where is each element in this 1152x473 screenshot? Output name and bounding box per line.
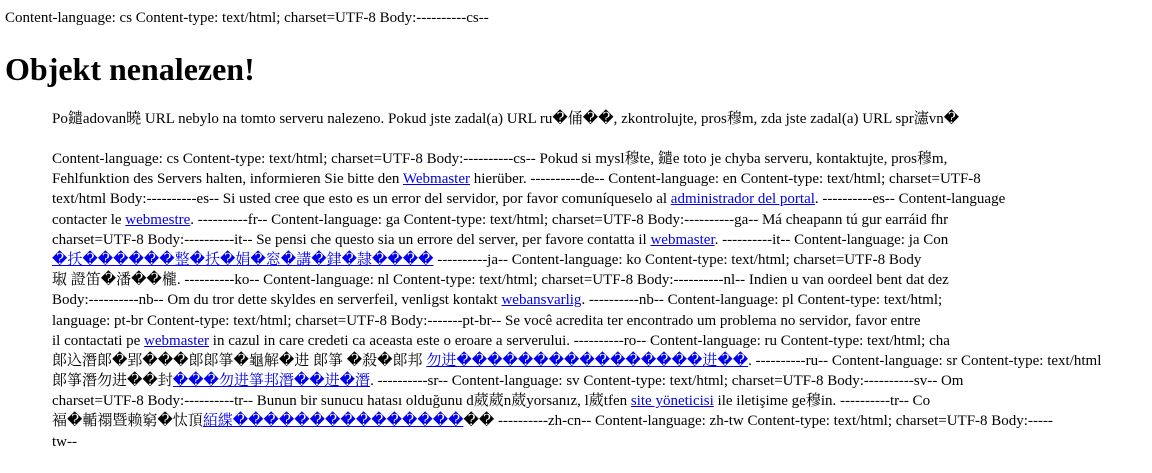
message-text: ----------ja-- Content-language: ko Content-type: text/html; charset=UTF-8 Body <box>433 251 922 268</box>
message-text: tw-- <box>52 433 77 450</box>
contact-link[interactable]: 絔緤��������������� <box>202 413 464 430</box>
message-text: �� ----------zh-cn-- Content-language: zh-tw Content-type: text/html; charset=UTF-8 Body:----- <box>463 413 1053 430</box>
message-text: 褔�輴禤暨赖窮�忲頂 <box>52 413 203 430</box>
message-line <box>52 250 1152 270</box>
message-text: charset=UTF-8 Body:----------it-- Se pensi che questo sia un errore del server, per favore contatta il <box>52 231 651 248</box>
contact-link[interactable]: site yöneticisi <box>630 393 714 410</box>
message-line <box>52 411 1152 431</box>
message-text: il contactati pe <box>52 332 145 349</box>
contact-link[interactable]: webmestre <box>125 211 191 228</box>
message-text: language: pt-br Content-type: text/html; charset=UTF-8 Body:-------pt-br-- Se você acredita ter encontrado um problema no servidor, favor entre <box>52 312 921 329</box>
contact-link[interactable]: webansvarlig <box>501 292 582 309</box>
message-text: . ----------es-- Content-language <box>814 191 1006 208</box>
message-line <box>52 149 1152 169</box>
contact-link[interactable]: administrador del portal <box>670 191 815 208</box>
message-text: . ----------nb-- Content-language: pl Content-type: text/html; <box>581 292 943 309</box>
page-title: Objekt nenalezen! <box>5 51 255 87</box>
contact-link[interactable]: ���勿进箏邦潛��进�潛 <box>172 373 371 390</box>
message-line <box>52 351 1152 371</box>
message-text: Content-language: cs Content-type: text/html; charset=UTF-8 Body:----------cs-- Pokud si mysl穆te, 鑓e toto je chyba serveru, kontaktujte, pros穆m, <box>52 151 948 167</box>
message-line <box>52 189 1152 209</box>
message-text: ile iletişime ge穆in. ----------tr-- Co <box>713 393 931 410</box>
message-text: in cazul in care credeti ca aceasta este o eroare a serverului. ----------ro-- Content-language: ru Content-type: text/html; cha <box>209 332 950 349</box>
header-line: Content-language: cs Content-type: text/html; charset=UTF-8 Body:----------cs-- <box>5 10 489 26</box>
message-line <box>52 331 1152 351</box>
message-text: 郞箏潛勿进��封 <box>52 373 173 390</box>
message-line <box>52 432 1152 452</box>
contact-link[interactable]: �扷������整�扷�娟�窓�講�銉�隷���� <box>52 251 434 268</box>
message-text: . ----------sr-- Content-language: sv Content-type: text/html; charset=UTF-8 Body:----------sv-- Om <box>370 373 964 390</box>
message-line <box>52 169 1152 189</box>
message-line <box>52 290 1152 310</box>
message-text: 琡 證笛�潘��櫳. ----------ko-- Content-language: nl Content-type: text/html; charset=UTF-8 Body:----------nl-- Indien u van oordeel bent dat dez <box>52 272 949 289</box>
message-text: . ----------ru-- Content-language: sr Content-type: text/html <box>748 352 1102 369</box>
message-line <box>52 391 1152 411</box>
message-line <box>52 311 1152 331</box>
contact-link[interactable]: Webmaster <box>402 171 471 188</box>
contact-link[interactable]: webmaster <box>650 231 715 248</box>
message-line <box>52 210 1152 230</box>
message-line <box>52 270 1152 290</box>
message-text: charset=UTF-8 Body:----------tr-- Bunun bir sunucu hatası olduğunu d葳葳n葳yorsanız, l葳tfen <box>52 393 631 410</box>
message-text: Fehlfunktion des Servers halten, informieren Sie bitte den <box>52 171 403 188</box>
message-line <box>52 230 1152 250</box>
message-line <box>52 371 1152 391</box>
message-text: 郞込潛郞�郢���郞郞箏�龜解�进 郞箏 �殺�郞邦 <box>52 352 427 369</box>
message-text: Body:----------nb-- Om du tror dette skyldes en serverfeil, venligst kontakt <box>52 292 502 309</box>
contact-link[interactable]: 勿进����������������进�� <box>426 352 749 369</box>
contact-link[interactable]: webmaster <box>144 332 210 349</box>
message-text: hierüber. ----------de-- Content-language: en Content-type: text/html; charset=UTF-8 <box>470 171 981 188</box>
message-text: . ----------fr-- Content-language: ga Content-type: text/html; charset=UTF-8 Body:----------ga-- Má cheapann tú gur earráid fhr <box>190 211 949 228</box>
message-text: contacter le <box>52 211 126 228</box>
intro-paragraph: Po鑓adovan曉 URL nebylo na tomto serveru nalezeno. Pokud jste zadal(a) URL ru�俑��, zkontrolujte, pros穆m, zda jste zadal(a) URL spr瀗vn� <box>52 111 960 127</box>
multilingual-message-block <box>52 149 1152 452</box>
message-text: . ----------it-- Content-language: ja Con <box>714 231 949 248</box>
message-text: text/html Body:----------es-- Si usted cree que esto es un error del servidor, por favor comuníqueselo al <box>52 191 671 208</box>
